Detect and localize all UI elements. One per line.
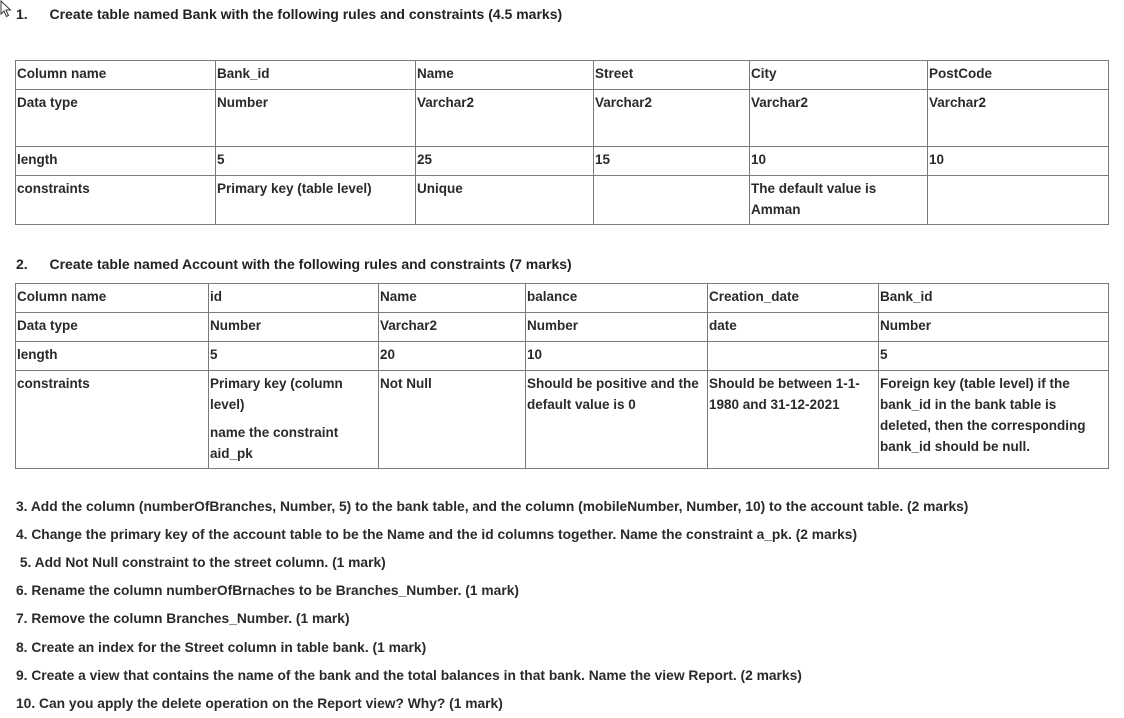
table-row — [16, 371, 1109, 469]
question-6: 6. Rename the column numberOfBrnaches to be Branches_Number. (1 mark) — [16, 583, 519, 598]
question-3: 3. Add the column (numberOfBranches, Number, 5) to the bank table, and the column (mobileNumber, Number, 10) to the account table. (2 marks) — [16, 499, 969, 514]
q1-number: 1. — [16, 6, 28, 22]
table-cell: Varchar2 — [750, 90, 928, 147]
bank-table — [15, 60, 1109, 225]
table-cell: Number — [216, 90, 416, 147]
table-cell: Primary key (table level) — [216, 176, 416, 225]
q2-number: 2. — [16, 256, 28, 272]
table-row — [16, 342, 1109, 371]
table-cell: 10 — [526, 342, 708, 371]
q1-heading — [16, 6, 562, 22]
table-cell: constraints — [16, 176, 216, 225]
question-5: 5. Add Not Null constraint to the street column. (1 mark) — [16, 555, 386, 570]
table-row — [16, 90, 1109, 147]
question-9: 9. Create a view that contains the name of the bank and the total balances in that bank. Name the view Report. (2 marks) — [16, 668, 802, 683]
question-4: 4. Change the primary key of the account table to be the Name and the id columns together. Name the constraint a_pk. (2 marks) — [16, 527, 858, 542]
table-cell: Bank_id — [879, 284, 1109, 313]
id-constraint-name-text: name the constraint aid_pk — [210, 425, 339, 461]
table-cell — [708, 342, 879, 371]
table-cell: Varchar2 — [379, 313, 526, 342]
table-cell: date — [708, 313, 879, 342]
table-cell: PostCode — [928, 61, 1109, 90]
table-cell: 5 — [216, 147, 416, 176]
table-cell — [209, 371, 379, 469]
table-cell: Number — [526, 313, 708, 342]
table-cell: 20 — [379, 342, 526, 371]
table-cell — [594, 176, 750, 225]
table-cell: length — [16, 342, 209, 371]
table-cell: Name — [416, 61, 594, 90]
table-cell: Data type — [16, 90, 216, 147]
table-cell: Number — [209, 313, 379, 342]
table-cell: Varchar2 — [594, 90, 750, 147]
table-cell: Column name — [16, 284, 209, 313]
table-cell: 5 — [879, 342, 1109, 371]
table-cell: Creation_date — [708, 284, 879, 313]
table-cell: Should be positive and the default value is 0 — [526, 371, 708, 469]
mouse-cursor-icon — [0, 0, 14, 18]
account-table — [15, 283, 1109, 469]
table-cell: 10 — [750, 147, 928, 176]
table-cell — [928, 176, 1109, 225]
table-cell: 5 — [209, 342, 379, 371]
table-row — [16, 176, 1109, 225]
question-10: 10. Can you apply the delete operation on the Report view? Why? (1 mark) — [16, 696, 503, 711]
table-cell: City — [750, 61, 928, 90]
table-cell: Varchar2 — [928, 90, 1109, 147]
table-cell: Bank_id — [216, 61, 416, 90]
question-8: 8. Create an index for the Street column in table bank. (1 mark) — [16, 640, 427, 655]
table-cell: 10 — [928, 147, 1109, 176]
table-cell: 15 — [594, 147, 750, 176]
table-cell: balance — [526, 284, 708, 313]
table-cell: Name — [379, 284, 526, 313]
q1-title: Create table named Bank with the following rules and constraints (4.5 marks) — [49, 6, 563, 22]
q2-title: Create table named Account with the following rules and constraints (7 marks) — [49, 256, 572, 272]
table-row — [16, 61, 1109, 90]
table-cell: 25 — [416, 147, 594, 176]
table-cell: Data type — [16, 313, 209, 342]
table-cell: Unique — [416, 176, 594, 225]
table-cell: Varchar2 — [416, 90, 594, 147]
table-cell: Foreign key (table level) if the bank_id in the bank table is deleted, then the corresponding bank_id should be null. — [879, 371, 1109, 469]
question-7: 7. Remove the column Branches_Number. (1 mark) — [16, 611, 350, 626]
table-row — [16, 147, 1109, 176]
table-cell: constraints — [16, 371, 209, 469]
table-row — [16, 284, 1109, 313]
table-cell: Should be between 1-1-1980 and 31-12-2021 — [708, 371, 879, 469]
table-cell: length — [16, 147, 216, 176]
id-constraint-text: Primary key (column level) — [210, 376, 343, 412]
table-cell: id — [209, 284, 379, 313]
table-cell: Street — [594, 61, 750, 90]
table-row — [16, 313, 1109, 342]
table-cell: The default value is Amman — [750, 176, 928, 225]
table-cell: Column name — [16, 61, 216, 90]
table-cell: Not Null — [379, 371, 526, 469]
q2-heading — [16, 256, 572, 272]
table-cell: Number — [879, 313, 1109, 342]
